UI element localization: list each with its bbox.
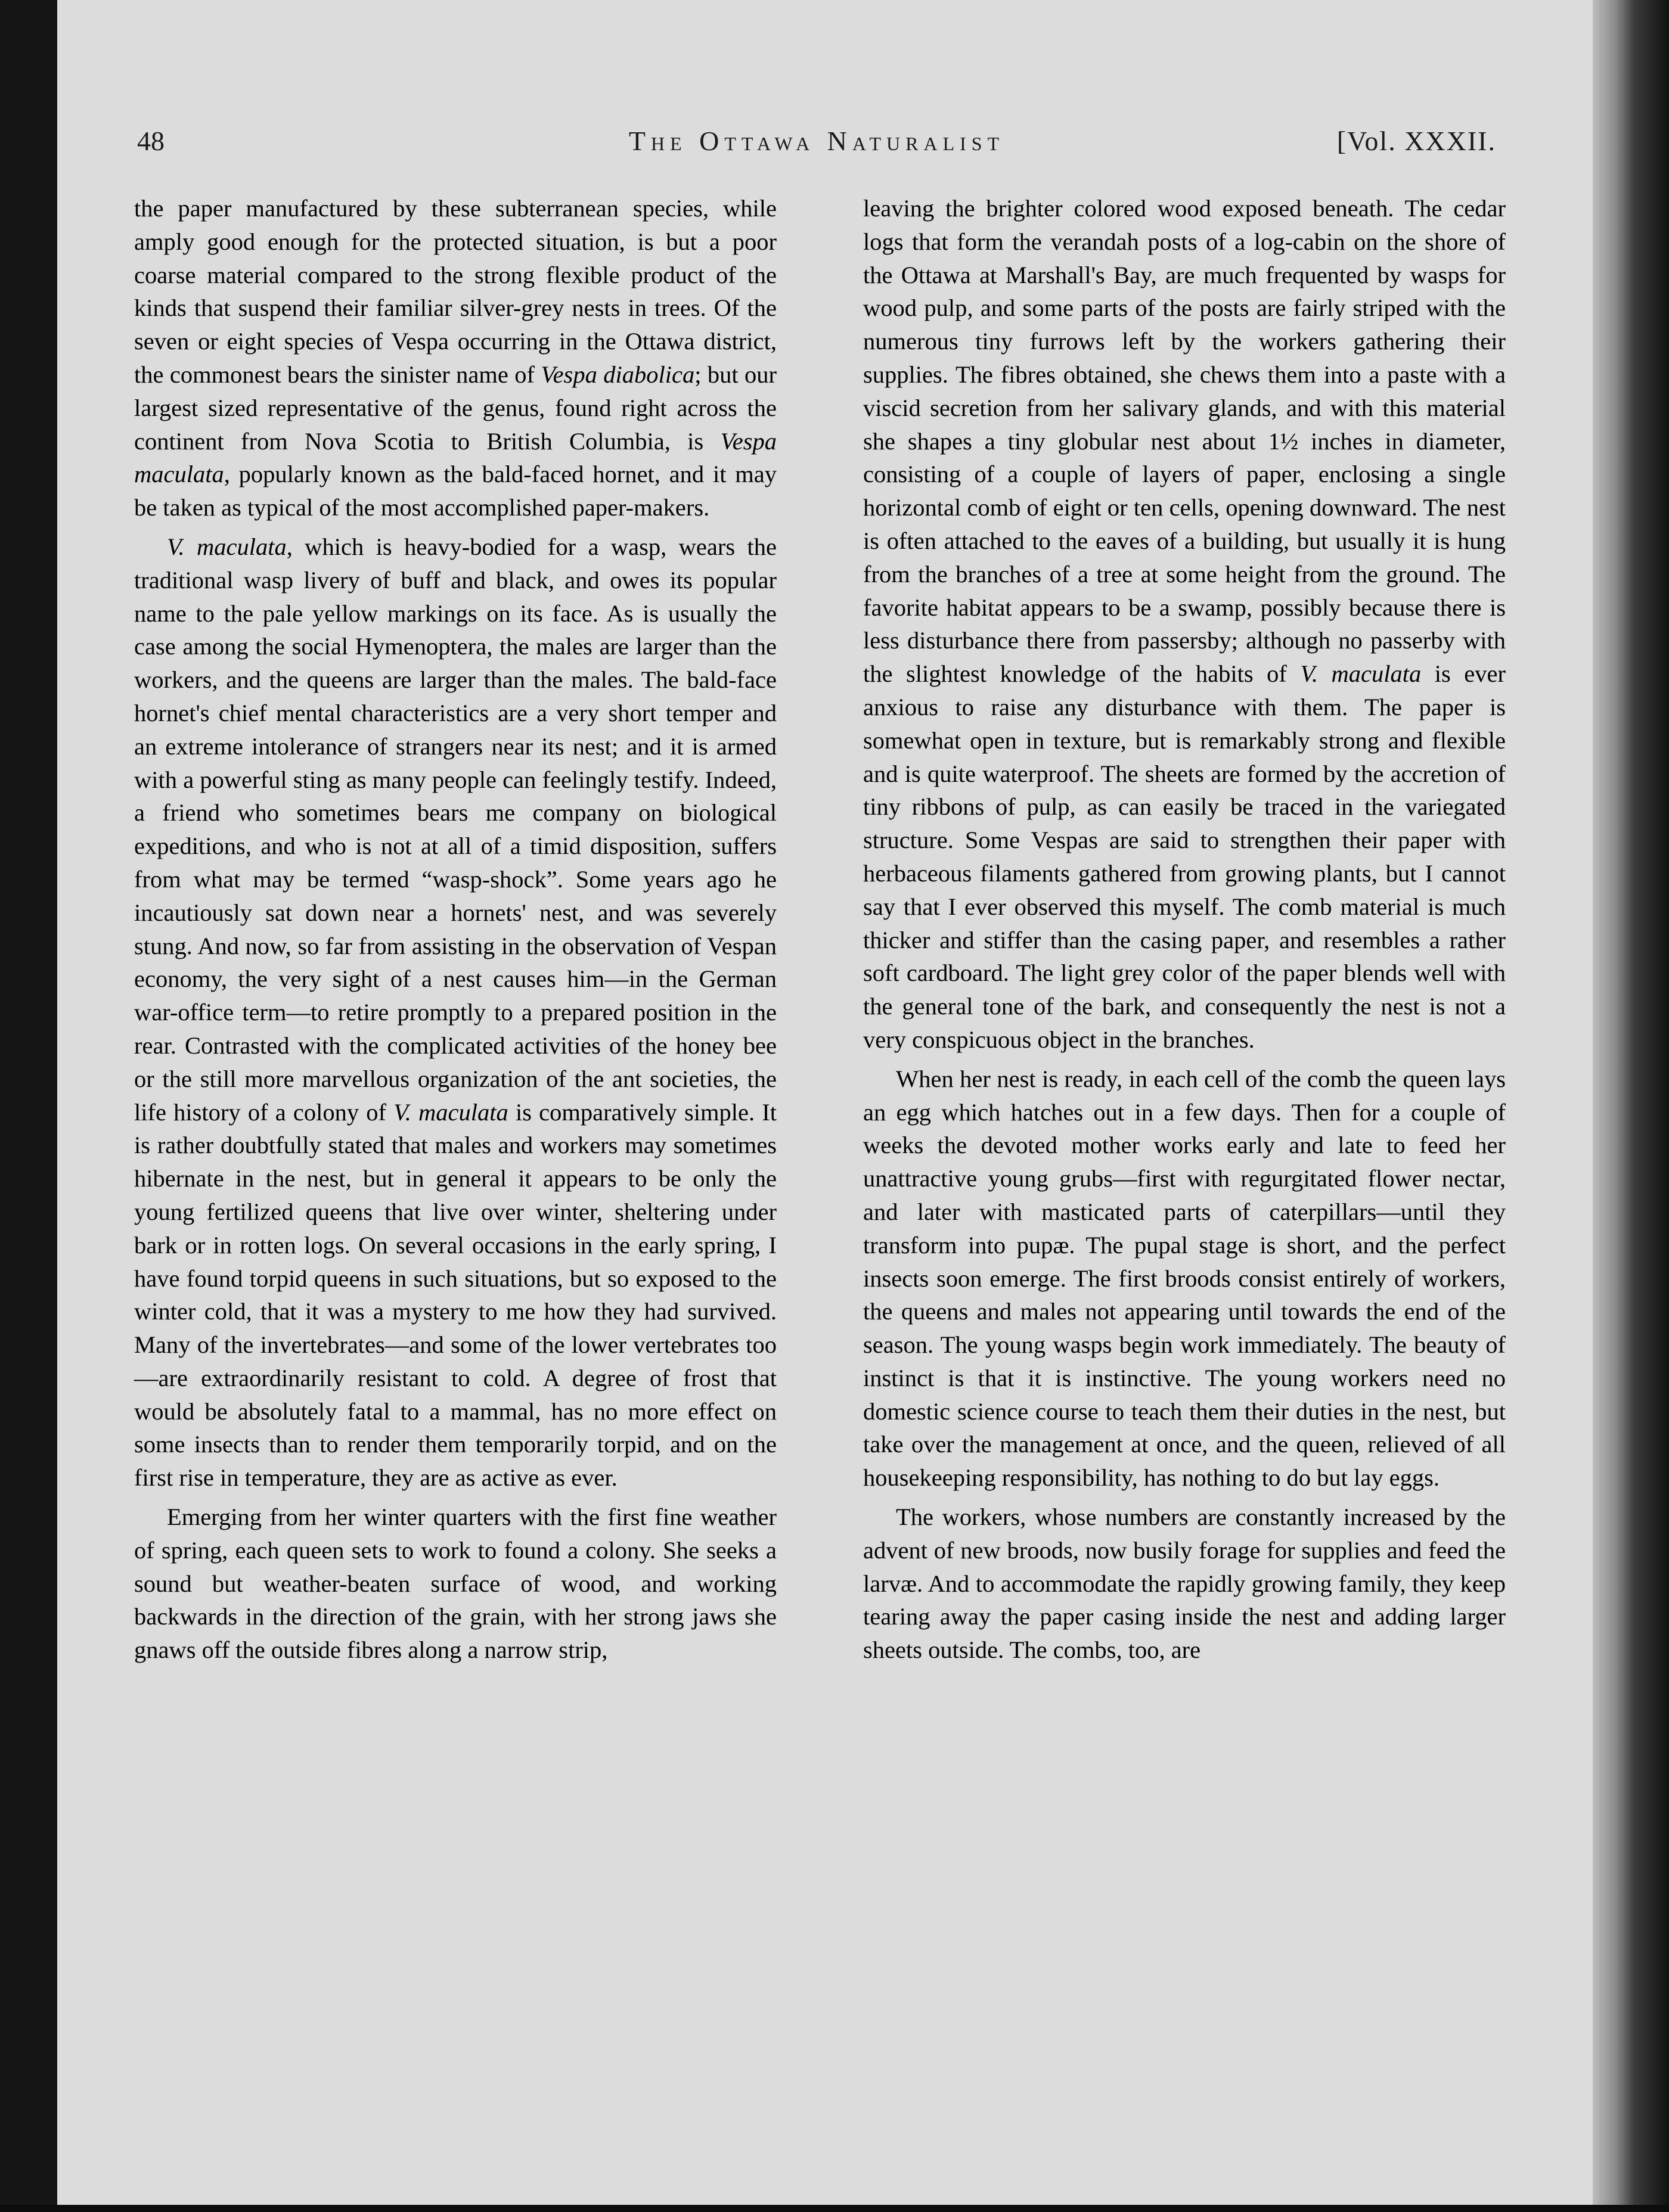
page-bottom-edge (0, 2205, 1669, 2212)
text-column-left (134, 192, 777, 1673)
running-header (137, 125, 1496, 161)
journal-title: The Ottawa Naturalist (628, 126, 1005, 156)
paragraph: When her nest is ready, in each cell of the comb the queen lays an egg which hatches out in a few days. Then for a couple of weeks the devoted mother works early and late to feed her unattractive young grubs—first with regurgitated flower nectar, and later with masticated parts of caterpillars—until they transform into pupæ. The pupal stage is short, and the perfect insects soon emerge. The first broods consist entirely of workers, the queens and males not appearing until towards the end of the season. The young wasps begin work immediately. The beauty of instinct is that it is instinctive. The young workers need no domestic science course to teach them their duties in the nest, but take over the management at once, and the queen, relieved of all housekeeping responsibility, has nothing to do but lay eggs. (863, 1065, 1506, 1492)
page-number: 48 (137, 126, 165, 156)
volume-label: [Vol. XXXII. (1336, 126, 1496, 156)
text-column-right (863, 192, 1506, 1673)
paragraph: leaving the brighter colored wood exposed beneath. The cedar logs that form the verandah posts of a log-cabin on the shore of the Ottawa at Marshall's Bay, are much frequented by wasps for wood pulp, and some parts of the posts are fairly striped with the numerous tiny furrows left by the workers gathering their supplies. The fibres obtained, she chews them into a paste with a viscid secretion from her salivary glands, and with this material she shapes a tiny globular nest about 1½ inches in diameter, consisting of a couple of layers of paper, enclosing a single horizontal comb of eight or ten cells, opening downward. The nest is often attached to the eaves of a building, but usually it is hung from the branches of a tree at some height from the ground. The favorite habitat appears to be a swamp, possibly because there is less disturbance there from passersby; although no passerby with the slightest knowledge of the habits of V. maculata is ever anxious to raise any disturbance with them. The paper is somewhat open in texture, but is remarkably strong and flexible and is quite waterproof. The sheets are formed by the accretion of tiny ribbons of pulp, as can easily be traced in the variegated structure. Some Vespas are said to strengthen their paper with herbaceous filaments gathered from growing plants, but I cannot say that I ever observed this myself. The comb material is much thicker and stiffer than the casing paper, and resembles a rather soft cardboard. The light grey color of the paper blends well with the general tone of the bark, and consequently the nest is not a very conspicuous object in the branches. (863, 195, 1506, 1053)
paragraph: the paper manufactured by these subterranean species, while amply good enough for the protected situation, is but a poor coarse material compared to the strong flexible product of the kinds that suspend their familiar silver-grey nests in trees. Of the seven or eight species of Vespa occurring in the Ottawa district, the commonest bears the sinister name of Vespa diabolica; but our largest sized representative of the genus, found right across the continent from Nova Scotia to British Columbia, is Vespa maculata, popularly known as the bald-faced hornet, and it may be taken as typical of the most accomplished paper-makers. (134, 195, 777, 521)
paragraph: Emerging from her winter quarters with the first fine weather of spring, each queen sets to work to found a colony. She seeks a sound but weather-beaten surface of wood, and working backwards in the direction of the grain, with her strong jaws she gnaws off the outside fibres along a narrow strip, (134, 1503, 777, 1664)
paragraph: The workers, whose numbers are constantly increased by the advent of new broods, now busily forage for supplies and feed the larvæ. And to accommodate the rapidly growing family, they keep tearing away the paper casing inside the nest and adding larger sheets outside. The combs, too, are (863, 1503, 1506, 1664)
book-spine-shadow (1593, 0, 1669, 2212)
paragraph: V. maculata, which is heavy-bodied for a wasp, wears the traditional wasp livery of buff and black, and owes its popular name to the pale yellow markings on its face. As is usually the case among the social Hymenoptera, the males are larger than the workers, and the queens are larger than the males. The bald-face hornet's chief mental characteristics are a very short temper and an extreme intolerance of strangers near its nest; and it is armed with a powerful sting as many people can feelingly testify. Indeed, a friend who sometimes bears me company on biological expeditions, and who is not at all of a timid disposition, suffers from what may be termed “wasp-shock”. Some years ago he incautiously sat down near a hornets' nest, and was severely stung. And now, so far from assisting in the observation of Vespan economy, the very sight of a nest causes him—in the German war-office term—to retire promptly to a prepared position in the rear. Contrasted with the complicated activities of the honey bee or the still more marvellous organization of the ant societies, the life history of a colony of V. maculata is comparatively simple. It is rather doubtfully stated that males and workers may sometimes hibernate in the nest, but in general it appears to be only the young fertilized queens that live over winter, sheltering under bark or in rotten logs. On several occasions in the early spring, I have found torpid queens in such situations, but so exposed to the winter cold, that it was a mystery to me how they had survived. Many of the invertebrates—and some of the lower vertebrates too—are extraordinarily resistant to cold. A degree of frost that would be absolutely fatal to a mammal, has no more effect on some insects than to render them temporarily torpid, and on the first rise in temperature, they are as active as ever. (134, 533, 777, 1492)
